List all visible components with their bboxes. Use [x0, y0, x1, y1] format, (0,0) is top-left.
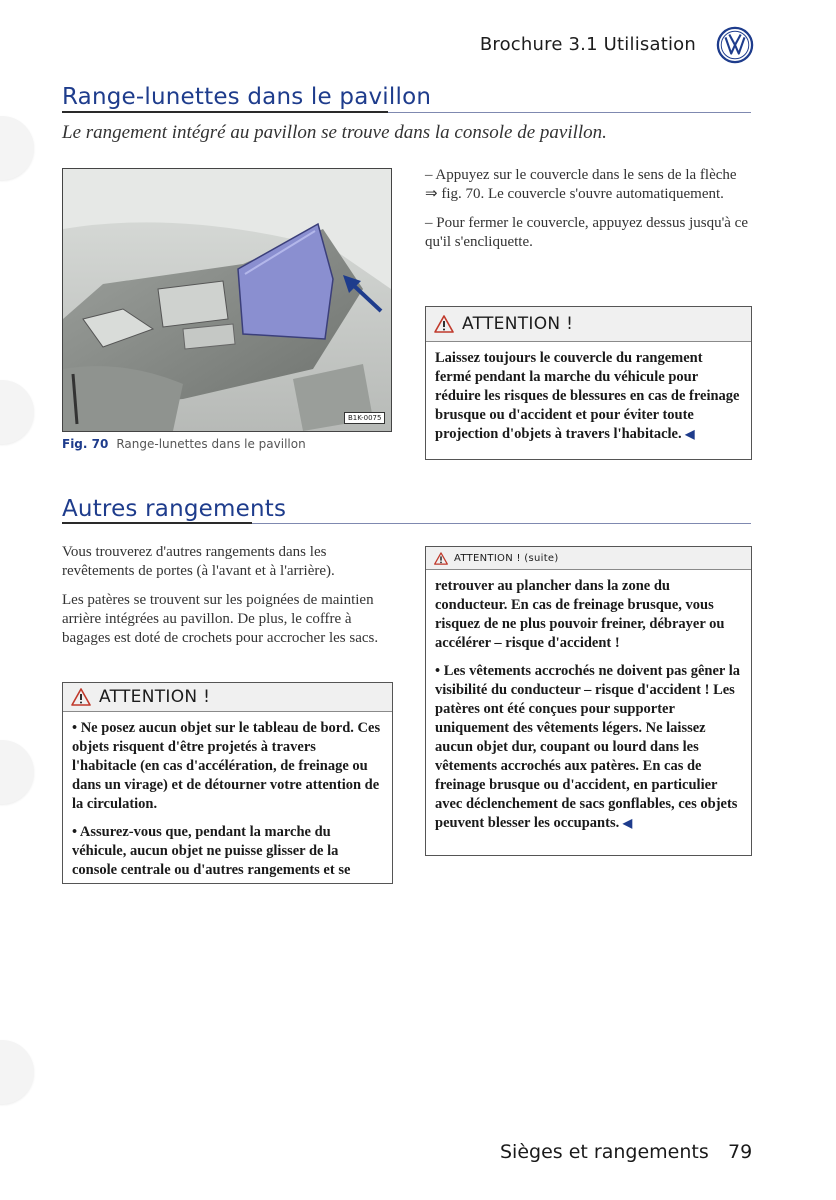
warning-box	[62, 682, 393, 884]
warning-header	[426, 307, 751, 342]
vw-logo-icon	[716, 26, 754, 64]
warning-heading: ATTENTION !	[462, 314, 574, 334]
step-item: – Appuyez sur le couvercle dans le sens de la flèche ⇒ fig. 70. Le couvercle s'ouvre automatiquement.	[425, 167, 737, 202]
warning-item: • Ne posez aucun objet sur le tableau de bord. Ces objets risquent d'être projetés à travers l'habitacle (en cas d'accélération, de freinage ou dans un virage) et de détourner votre attention de la circulation.	[72, 720, 381, 812]
end-marker-icon: ◀	[622, 816, 633, 830]
page-number: 79	[728, 1141, 753, 1163]
warning-heading: ATTENTION !	[99, 687, 211, 707]
warning-box	[425, 546, 752, 856]
figure-caption-text: Range-lunettes dans le pavillon	[116, 437, 306, 451]
figure-image	[62, 168, 392, 432]
warning-item: • Les vêtements accrochés ne doivent pas gêner la visibilité du conducteur – risque d'accident ! Les patères ont été conçues pour supporter uniquement des vêtements légers. Ne laissez aucun objet dur, coupant ou lourd dans les vêtements accrochés aux patères. En cas de freinage brusque ou d'accident, en particulier avec déclenchement de sacs gonflables, ces objets peuvent blesser les occupants.	[435, 663, 740, 831]
figure-caption	[62, 437, 306, 451]
running-header: Brochure 3.1 Utilisation	[479, 34, 696, 55]
figure-number: Fig. 70	[62, 437, 109, 451]
warning-box	[425, 306, 752, 460]
paragraph: Vous trouverez d'autres rangements dans les revêtements de portes (à l'avant et à l'arrière).	[62, 544, 335, 579]
warning-item-wrapper	[435, 662, 742, 833]
warning-item: • Assurez-vous que, pendant la marche du véhicule, aucun objet ne puisse glisser de la console centrale ou d'autres rangements et se	[72, 824, 351, 878]
warning-item: retrouver au plancher dans la zone du conducteur. En cas de freinage brusque, vous risquez de ne plus pouvoir freiner, débrayer ou accélérer – risque d'accident !	[435, 578, 725, 651]
warning-header	[63, 683, 392, 712]
body-text	[62, 543, 392, 658]
page-edge-tab	[0, 740, 34, 804]
warning-body	[426, 570, 751, 837]
heading-underline	[62, 522, 252, 524]
warning-heading: ATTENTION ! (suite)	[454, 552, 559, 564]
section-title: Range-lunettes dans le pavillon	[62, 84, 432, 110]
heading-underline	[62, 111, 388, 113]
footer-section-title: Sièges et rangements	[500, 1141, 709, 1163]
divider	[252, 523, 751, 524]
instruction-steps	[425, 166, 751, 262]
warning-triangle-icon	[434, 552, 448, 565]
step-item: – Pour fermer le couvercle, appuyez dessus jusqu'à ce qu'il s'encliquette.	[425, 215, 748, 250]
paragraph: Les patères se trouvent sur les poignées de maintien arrière intégrées au pavillon. De plus, le coffre à bagages est doté de crochets pour accrocher les sacs.	[62, 592, 379, 646]
intro-text: Le rangement intégré au pavillon se trouve dans la console de pavillon.	[62, 122, 607, 143]
divider	[388, 112, 751, 113]
figure-code: B1K-0075	[344, 412, 385, 424]
section-title: Autres rangements	[62, 496, 287, 522]
warning-body	[63, 712, 392, 893]
page-edge-tab	[0, 1040, 34, 1104]
warning-triangle-icon	[434, 315, 454, 333]
page-edge-tab	[0, 116, 34, 180]
warning-text: Laissez toujours le couvercle du rangement fermé pendant la marche du véhicule pour réduire les risques de blessures en cas de freinage brusque ou d'accident et pour éviter toute projection d'objets à travers l'habitacle.	[435, 350, 740, 442]
warning-triangle-icon	[71, 688, 91, 706]
warning-header	[426, 547, 751, 570]
page-edge-tab	[0, 380, 34, 444]
warning-body	[426, 342, 751, 448]
end-marker-icon: ◀	[685, 427, 695, 441]
